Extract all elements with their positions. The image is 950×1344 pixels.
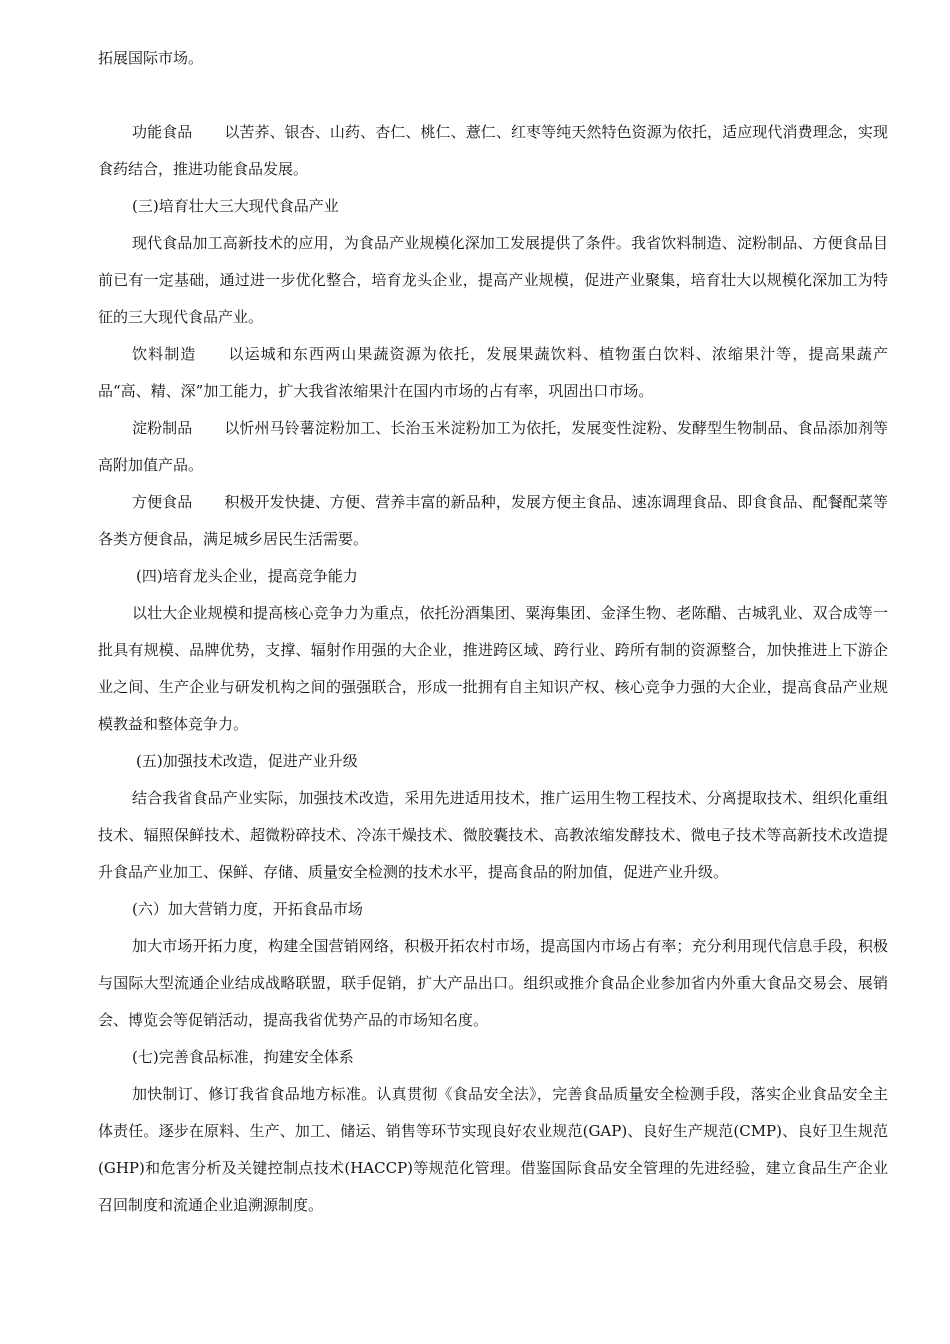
paragraph-food-safety: 加快制订、修订我省食品地方标准。认真贯彻《食品安全法》，完善食品质量安全检测手段，落实企业食品安全主体责任。逐步在原料、生产、加工、储运、销售等环节实现良好农业规范(GAP)、良好生产规范(CMP)、良好卫生规范(GHP)和危害分析及关键控制点技术(HACCP)等规范化管理。借鉴国际食品安全管理的先进经验，建立食品生产企业召回制度和流通企业追溯源制度。 xyxy=(98,1085,888,1214)
paragraph-functional-food xyxy=(98,114,888,188)
section-heading-5: (五)加强技术改造，促进产业升级 xyxy=(136,752,358,770)
section-heading-3: (三)培育壮大三大现代食品产业 xyxy=(132,197,339,215)
paragraph-text: 以苦荞、银杏、山药、杏仁、桃仁、薏仁、红枣等纯天然特色资源为依托，适应现代消费理念，实现食药结合，推进功能食品发展。 xyxy=(98,123,888,178)
section-heading-4: (四)培育龙头企业，提高竞争能力 xyxy=(136,567,358,585)
paragraph-marketing: 加大市场开拓力度，构建全国营销网络，积极开拓农村市场，提高国内市场占有率；充分利用现代信息手段，积极与国际大型流通企业结成战略联盟，联手促销，扩大产品出口。组织或推介食品企业参加省内外重大食品交易会、展销会、博览会等促销活动，提高我省优势产品的市场知名度。 xyxy=(98,937,888,1029)
blank-line xyxy=(98,77,888,114)
paragraph-text: 以忻州马铃薯淀粉加工、长治玉米淀粉加工为依托，发展变性淀粉、发酵型生物制品、食品添加剂等高附加值产品。 xyxy=(98,419,888,474)
paragraph-technical-upgrade: 结合我省食品产业实际，加强技术改造，采用先进适用技术，推广运用生物工程技术、分离提取技术、组织化重组技术、辐照保鲜技术、超微粉碎技术、冷冻干燥技术、微胶囊技术、高教浓缩发酵技术、微电子技术等高新技术改造提升食品产业加工、保鲜、存储、质量安全检测的技术水平，提高食品的附加值，促进产业升级。 xyxy=(98,789,888,881)
paragraph-convenience-food xyxy=(98,484,888,558)
paragraph-beverage xyxy=(98,336,888,410)
paragraph-term: 方便食品 xyxy=(132,493,193,511)
paragraph-modern-food-industry: 现代食品加工高新技术的应用，为食品产业规模化深加工发展提供了条件。我省饮料制造、淀粉制品、方便食品目前已有一定基础，通过进一步优化整合，培育龙头企业，提高产业规模，促进产业聚集，培育壮大以规模化深加工为特征的三大现代食品产业。 xyxy=(98,234,888,326)
paragraph-leading-enterprises: 以壮大企业规模和提高核心竞争力为重点，依托汾酒集团、粟海集团、金泽生物、老陈醋、古城乳业、双合成等一批具有规模、品牌优势，支撑、辐射作用强的大企业，推进跨区域、跨行业、跨所有制的资源整合，加快推进上下游企业之间、生产企业与研发机构之间的强强联合，形成一批拥有自主知识产权、核心竞争力强的大企业，提高食品产业规模教益和整体竞争力。 xyxy=(98,604,888,733)
document-page xyxy=(98,40,888,1224)
paragraph-starch xyxy=(98,410,888,484)
section-heading-7: (七)完善食品标准，拘建安全体系 xyxy=(132,1048,354,1066)
paragraph-text: 以运城和东西两山果蔬资源为依托，发展果蔬饮料、植物蛋白饮料、浓缩果汁等，提高果蔬产品“高、精、深”加工能力，扩大我省浓缩果汁在国内市场的占有率，巩固出口市场。 xyxy=(98,345,888,400)
paragraph-term: 淀粉制品 xyxy=(132,419,193,437)
paragraph-term: 饮料制造 xyxy=(132,345,197,363)
paragraph-continuation xyxy=(98,40,888,77)
paragraph-term: 功能食品 xyxy=(132,123,193,141)
paragraph-text: 积极开发快捷、方便、营养丰富的新品种，发展方便主食品、速冻调理食品、即食食品、配餐配菜等各类方便食品，满足城乡居民生活需要。 xyxy=(98,493,888,548)
section-heading-6: (六）加大营销力度，开拓食品市场 xyxy=(132,900,363,918)
paragraph-text: 拓展国际市场。 xyxy=(98,49,204,67)
